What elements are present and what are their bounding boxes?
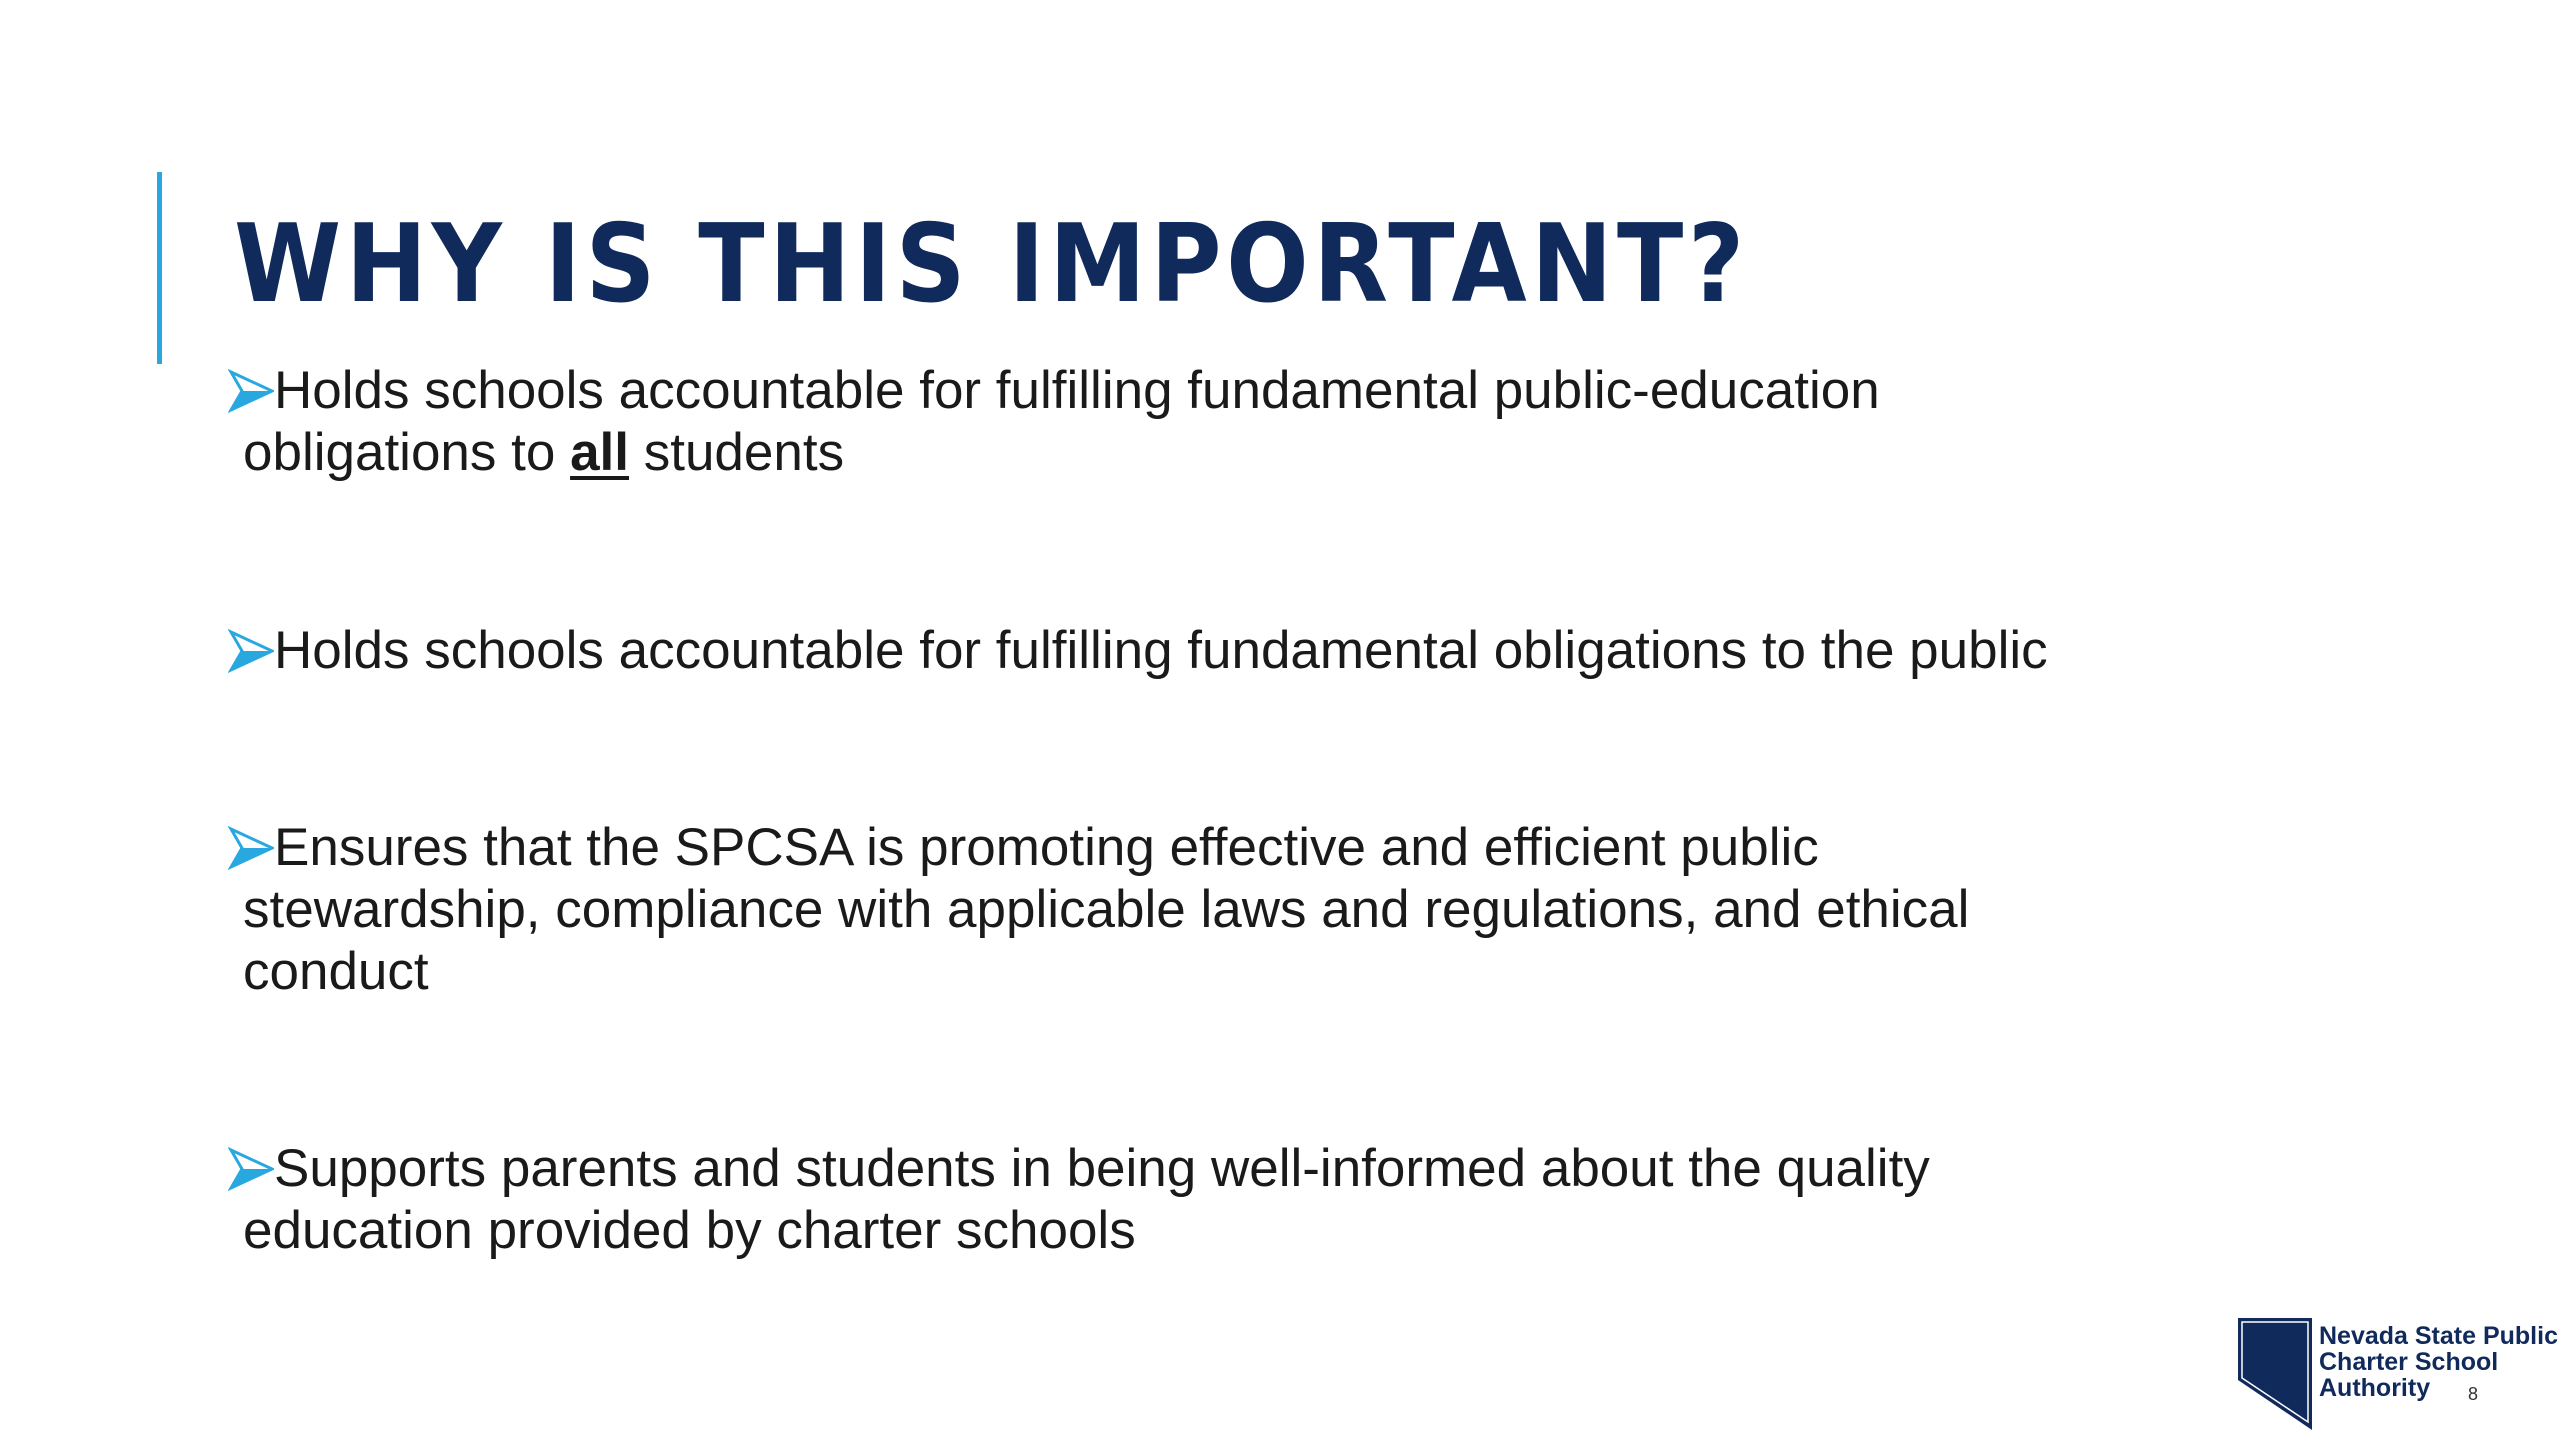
arrow-bullet-icon <box>228 368 274 414</box>
bullet-line: stewardship, compliance with applicable laws and regulations, and ethical <box>243 880 1970 939</box>
bullet-line <box>228 360 2308 422</box>
bullet-text: Ensures that the SPCSA is promoting effective and efficient public <box>274 818 1819 877</box>
bullet-item <box>228 620 2308 682</box>
bullet-line <box>228 620 2308 682</box>
arrow-bullet-icon <box>228 1146 274 1192</box>
bullet-text: obligations to <box>243 423 571 482</box>
bullet-item <box>228 1138 2308 1262</box>
bullet-item <box>228 817 2308 1003</box>
bullet-line: conduct <box>243 942 429 1001</box>
title-accent-bar <box>157 172 162 364</box>
bullet-line <box>228 1138 2308 1200</box>
bullet-text: Holds schools accountable for fulfilling fundamental public-education <box>274 361 1880 420</box>
emphasis-text: all <box>570 423 629 482</box>
spcsa-logo <box>2238 1318 2560 1440</box>
arrow-bullet-icon <box>228 628 274 674</box>
bullet-line: education provided by charter schools <box>243 1201 1136 1260</box>
logo-line: Nevada State Public <box>2319 1322 2558 1350</box>
logo-line: Authority <box>2319 1374 2431 1402</box>
bullet-text: students <box>629 423 845 482</box>
nevada-state-shape-icon <box>2238 1318 2312 1430</box>
slide-title: WHY IS THIS IMPORTANT? <box>234 202 1749 327</box>
page-number: 8 <box>2468 1384 2479 1404</box>
bullet-text: Holds schools accountable for fulfilling fundamental obligations to the public <box>274 621 2048 680</box>
logo-line: Charter School <box>2319 1348 2499 1376</box>
bullet-line <box>228 422 2308 484</box>
arrow-bullet-icon <box>228 825 274 871</box>
logo-text <box>2319 1323 2558 1401</box>
bullet-line <box>228 817 2308 879</box>
bullet-item <box>228 360 2308 484</box>
bullet-text: Supports parents and students in being well-informed about the quality <box>274 1139 1930 1198</box>
